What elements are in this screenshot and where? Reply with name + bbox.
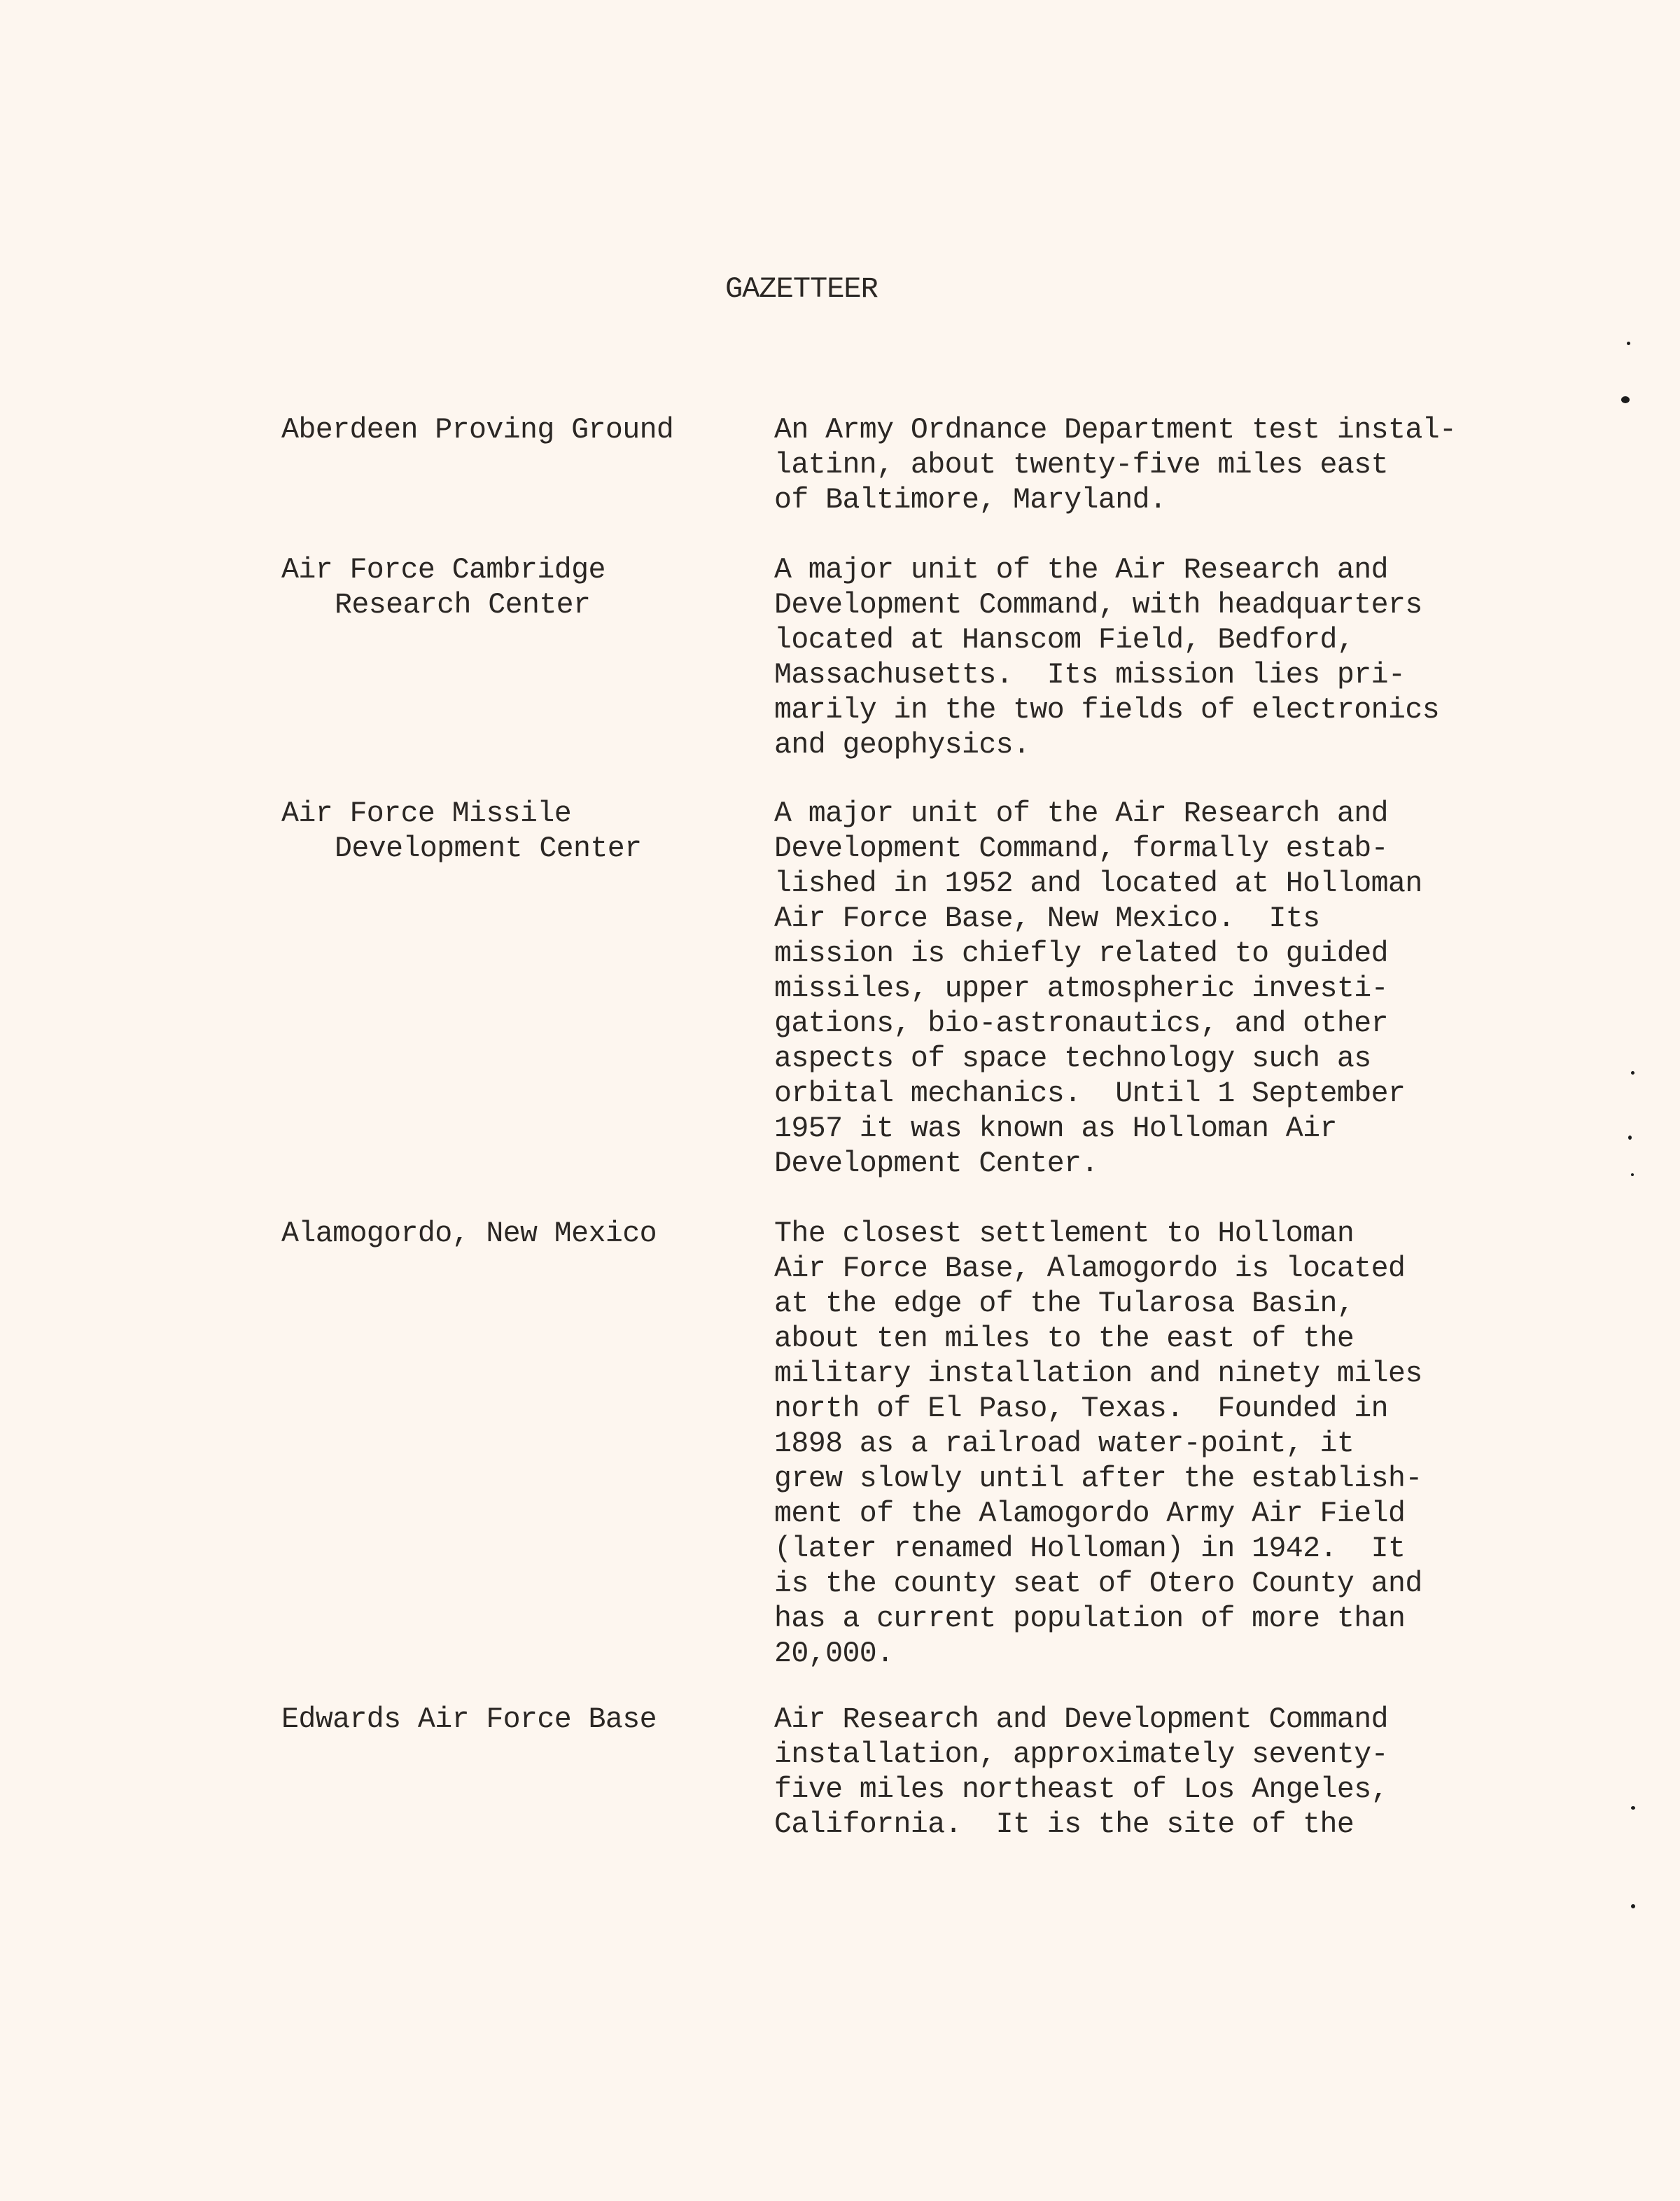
entry-description-line: A major unit of the Air Research and [774,797,1388,830]
entry-term: Air Force Cambridge [281,554,606,587]
scan-speck [1631,1173,1634,1176]
entry-description-line: installation, approximately seventy- [774,1738,1388,1771]
entry-term: Alamogordo, New Mexico [281,1217,657,1250]
entry-description-line: gations, bio-astronautics, and other [774,1007,1388,1040]
entry-description-line: and geophysics. [774,729,1030,762]
entry-term-continuation: Research Center [335,589,591,622]
entry-description-line: is the county seat of Otero County and [774,1567,1422,1600]
entry-description-line: latinn, about twenty-five miles east [774,449,1388,482]
entry-description-line: (later renamed Holloman) in 1942. It [774,1532,1406,1565]
entry-description-line: about ten miles to the east of the [774,1322,1354,1355]
entry-description-line: An Army Ordnance Department test instal- [774,414,1457,447]
entry-description-line: of Baltimore, Maryland. [774,484,1167,517]
entry-description-line: The closest settlement to Holloman [774,1217,1354,1250]
entry-description-line: marily in the two fields of electronics [774,694,1440,727]
entry-description-line: Development Center. [774,1147,1098,1180]
entry-term: Air Force Missile [281,797,572,830]
entry-description-line: north of El Paso, Texas. Founded in [774,1392,1388,1425]
scan-speck [1621,396,1630,403]
scan-speck [1631,1904,1635,1908]
entry-description-line: has a current population of more than [774,1602,1406,1635]
entry-description-line: 1957 it was known as Holloman Air [774,1112,1337,1145]
entry-description-line: Development Command, with headquarters [774,589,1422,622]
entry-description-line: lished in 1952 and located at Holloman [774,867,1422,900]
entry-description-line: grew slowly until after the establish- [774,1462,1422,1495]
entry-description-line: Development Command, formally estab- [774,832,1388,865]
entry-description-line: mission is chiefly related to guided [774,937,1388,970]
entry-description-line: ment of the Alamogordo Army Air Field [774,1497,1406,1530]
scan-speck [1631,1806,1635,1810]
entry-description-line: missiles, upper atmospheric investi- [774,972,1388,1005]
entry-description-line: at the edge of the Tularosa Basin, [774,1287,1354,1320]
entry-description-line: orbital mechanics. Until 1 September [774,1077,1406,1110]
entry-description-line: Air Force Base, New Mexico. Its [774,902,1320,935]
entry-term: Aberdeen Proving Ground [281,414,674,447]
entry-description-line: Air Research and Development Command [774,1703,1388,1736]
entry-description-line: 1898 as a railroad water-point, it [774,1427,1354,1460]
page-title: GAZETTEER [725,272,878,306]
entry-description-line: California. It is the site of the [774,1808,1354,1841]
entry-term: Edwards Air Force Base [281,1703,657,1736]
entry-description-line: Air Force Base, Alamogordo is located [774,1252,1406,1285]
entry-description-line: located at Hanscom Field, Bedford, [774,624,1354,657]
scan-speck [1628,1136,1632,1140]
entry-description-line: A major unit of the Air Research and [774,554,1388,587]
entry-term-continuation: Development Center [335,832,642,865]
entry-description-line: aspects of space technology such as [774,1042,1371,1075]
scan-speck [1627,342,1630,345]
entry-description-line: military installation and ninety miles [774,1357,1422,1390]
entry-description-line: five miles northeast of Los Angeles, [774,1773,1388,1806]
scan-speck [1631,1071,1634,1075]
entry-description-line: Massachusetts. Its mission lies pri- [774,659,1406,692]
entry-description-line: 20,000. [774,1637,894,1670]
